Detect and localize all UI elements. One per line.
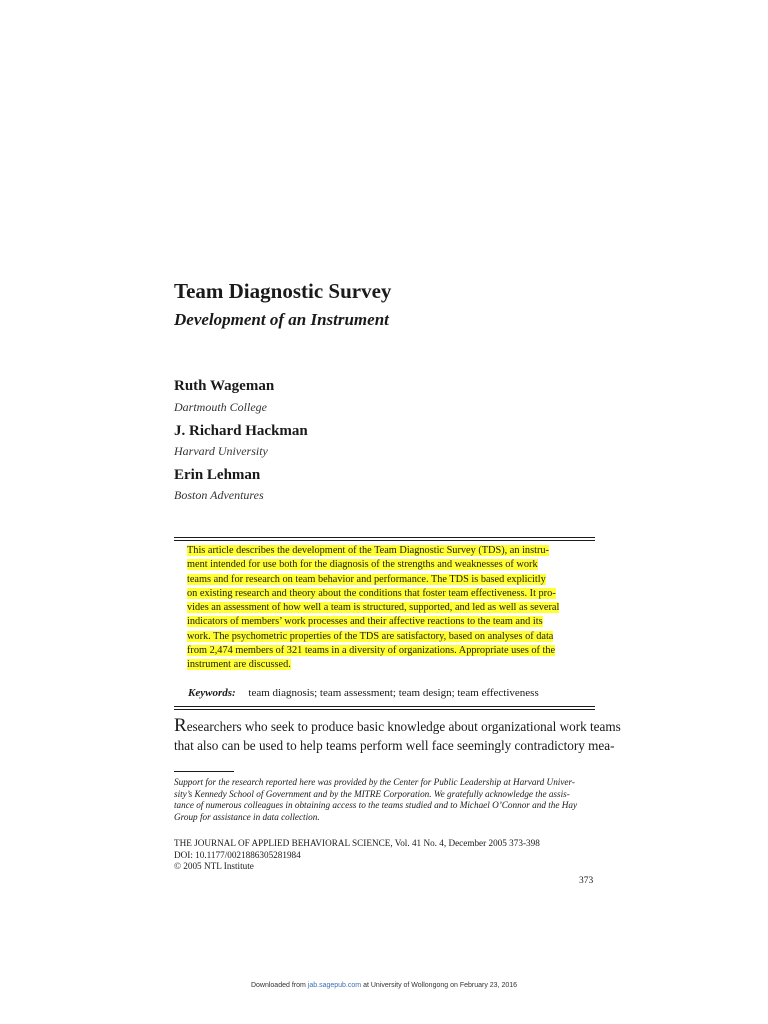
footnote-line: Group for assistance in data collection. — [174, 811, 320, 822]
author-affiliation: Dartmouth College — [174, 400, 267, 414]
intro-line: that also can be used to help teams perform well face seemingly contradictory mea- — [174, 738, 615, 753]
author-name: Erin Lehman — [174, 467, 261, 483]
author-name: Ruth Wageman — [174, 378, 275, 394]
abstract-top-rule — [174, 537, 595, 538]
abstract-bottom-rule — [174, 706, 595, 707]
author-name: J. Richard Hackman — [174, 423, 308, 439]
intro-paragraph — [174, 715, 621, 755]
abstract-line: instrument are discussed. — [187, 659, 291, 671]
abstract-line: ment intended for use both for the diagnosis of the strengths and weaknesses of work — [187, 559, 538, 571]
article-title: Team Diagnostic Survey — [174, 279, 392, 303]
keywords-text: team diagnosis; team assessment; team design; team effectiveness — [248, 687, 539, 699]
footnote-line: sity’s Kennedy School of Government and by the MITRE Corporation. We gratefully acknowledge the assis- — [174, 788, 570, 799]
author-affiliation: Boston Adventures — [174, 488, 264, 502]
abstract-line: indicators of members’ work processes and their affective reactions to the team and its — [187, 616, 543, 628]
abstract — [187, 544, 582, 673]
abstract-line: vides an assessment of how well a team is structured, supported, and led as well as several — [187, 602, 560, 614]
intro-dropcap: R — [174, 715, 187, 736]
abstract-bottom-rule-double — [174, 709, 595, 710]
page-number: 373 — [579, 876, 594, 886]
footnote-line: Support for the research reported here was provided by the Center for Public Leadership at Harvard Univer- — [174, 777, 575, 787]
abstract-line: on existing research and theory about the conditions that foster team effectiveness. It pro- — [187, 587, 556, 599]
author-affiliation: Harvard University — [174, 444, 268, 458]
intro-line: Researchers who seek to produce basic knowledge about organizational work teams — [174, 715, 621, 736]
copyright: © 2005 NTL Institute — [174, 861, 254, 871]
footnote-line: tance of numerous colleagues in obtaining access to the teams studied and to Michael O’Connor and the Hay — [174, 800, 578, 811]
keywords — [188, 687, 539, 699]
abstract-line: teams and for research on team behavior and performance. The TDS is based explicitly — [187, 573, 546, 585]
abstract-line: from 2,474 members of 321 teams in a diversity of organizations. Appropriate uses of the — [187, 645, 556, 657]
footnote-rule — [174, 771, 234, 772]
abstract-line: work. The psychometric properties of the TDS are satisfactory, based on analyses of data — [187, 630, 554, 642]
doi: DOI: 10.1177/0021886305281984 — [174, 850, 301, 860]
download-link[interactable]: jab.sagepub.com — [307, 982, 362, 989]
footnote — [174, 777, 599, 823]
keywords-label: Keywords: — [188, 687, 236, 699]
journal-citation: THE JOURNAL OF APPLIED BEHAVIORAL SCIENCE, Vol. 41 No. 4, December 2005 373-398 — [174, 838, 540, 848]
abstract-top-rule-double — [174, 540, 595, 541]
download-notice: Downloaded from jab.sagepub.com at University of Wollongong on February 23, 2016 — [250, 982, 518, 989]
article-subtitle: Development of an Instrument — [174, 310, 389, 329]
abstract-line: This article describes the development of the Team Diagnostic Survey (TDS), an instru- — [187, 545, 549, 556]
